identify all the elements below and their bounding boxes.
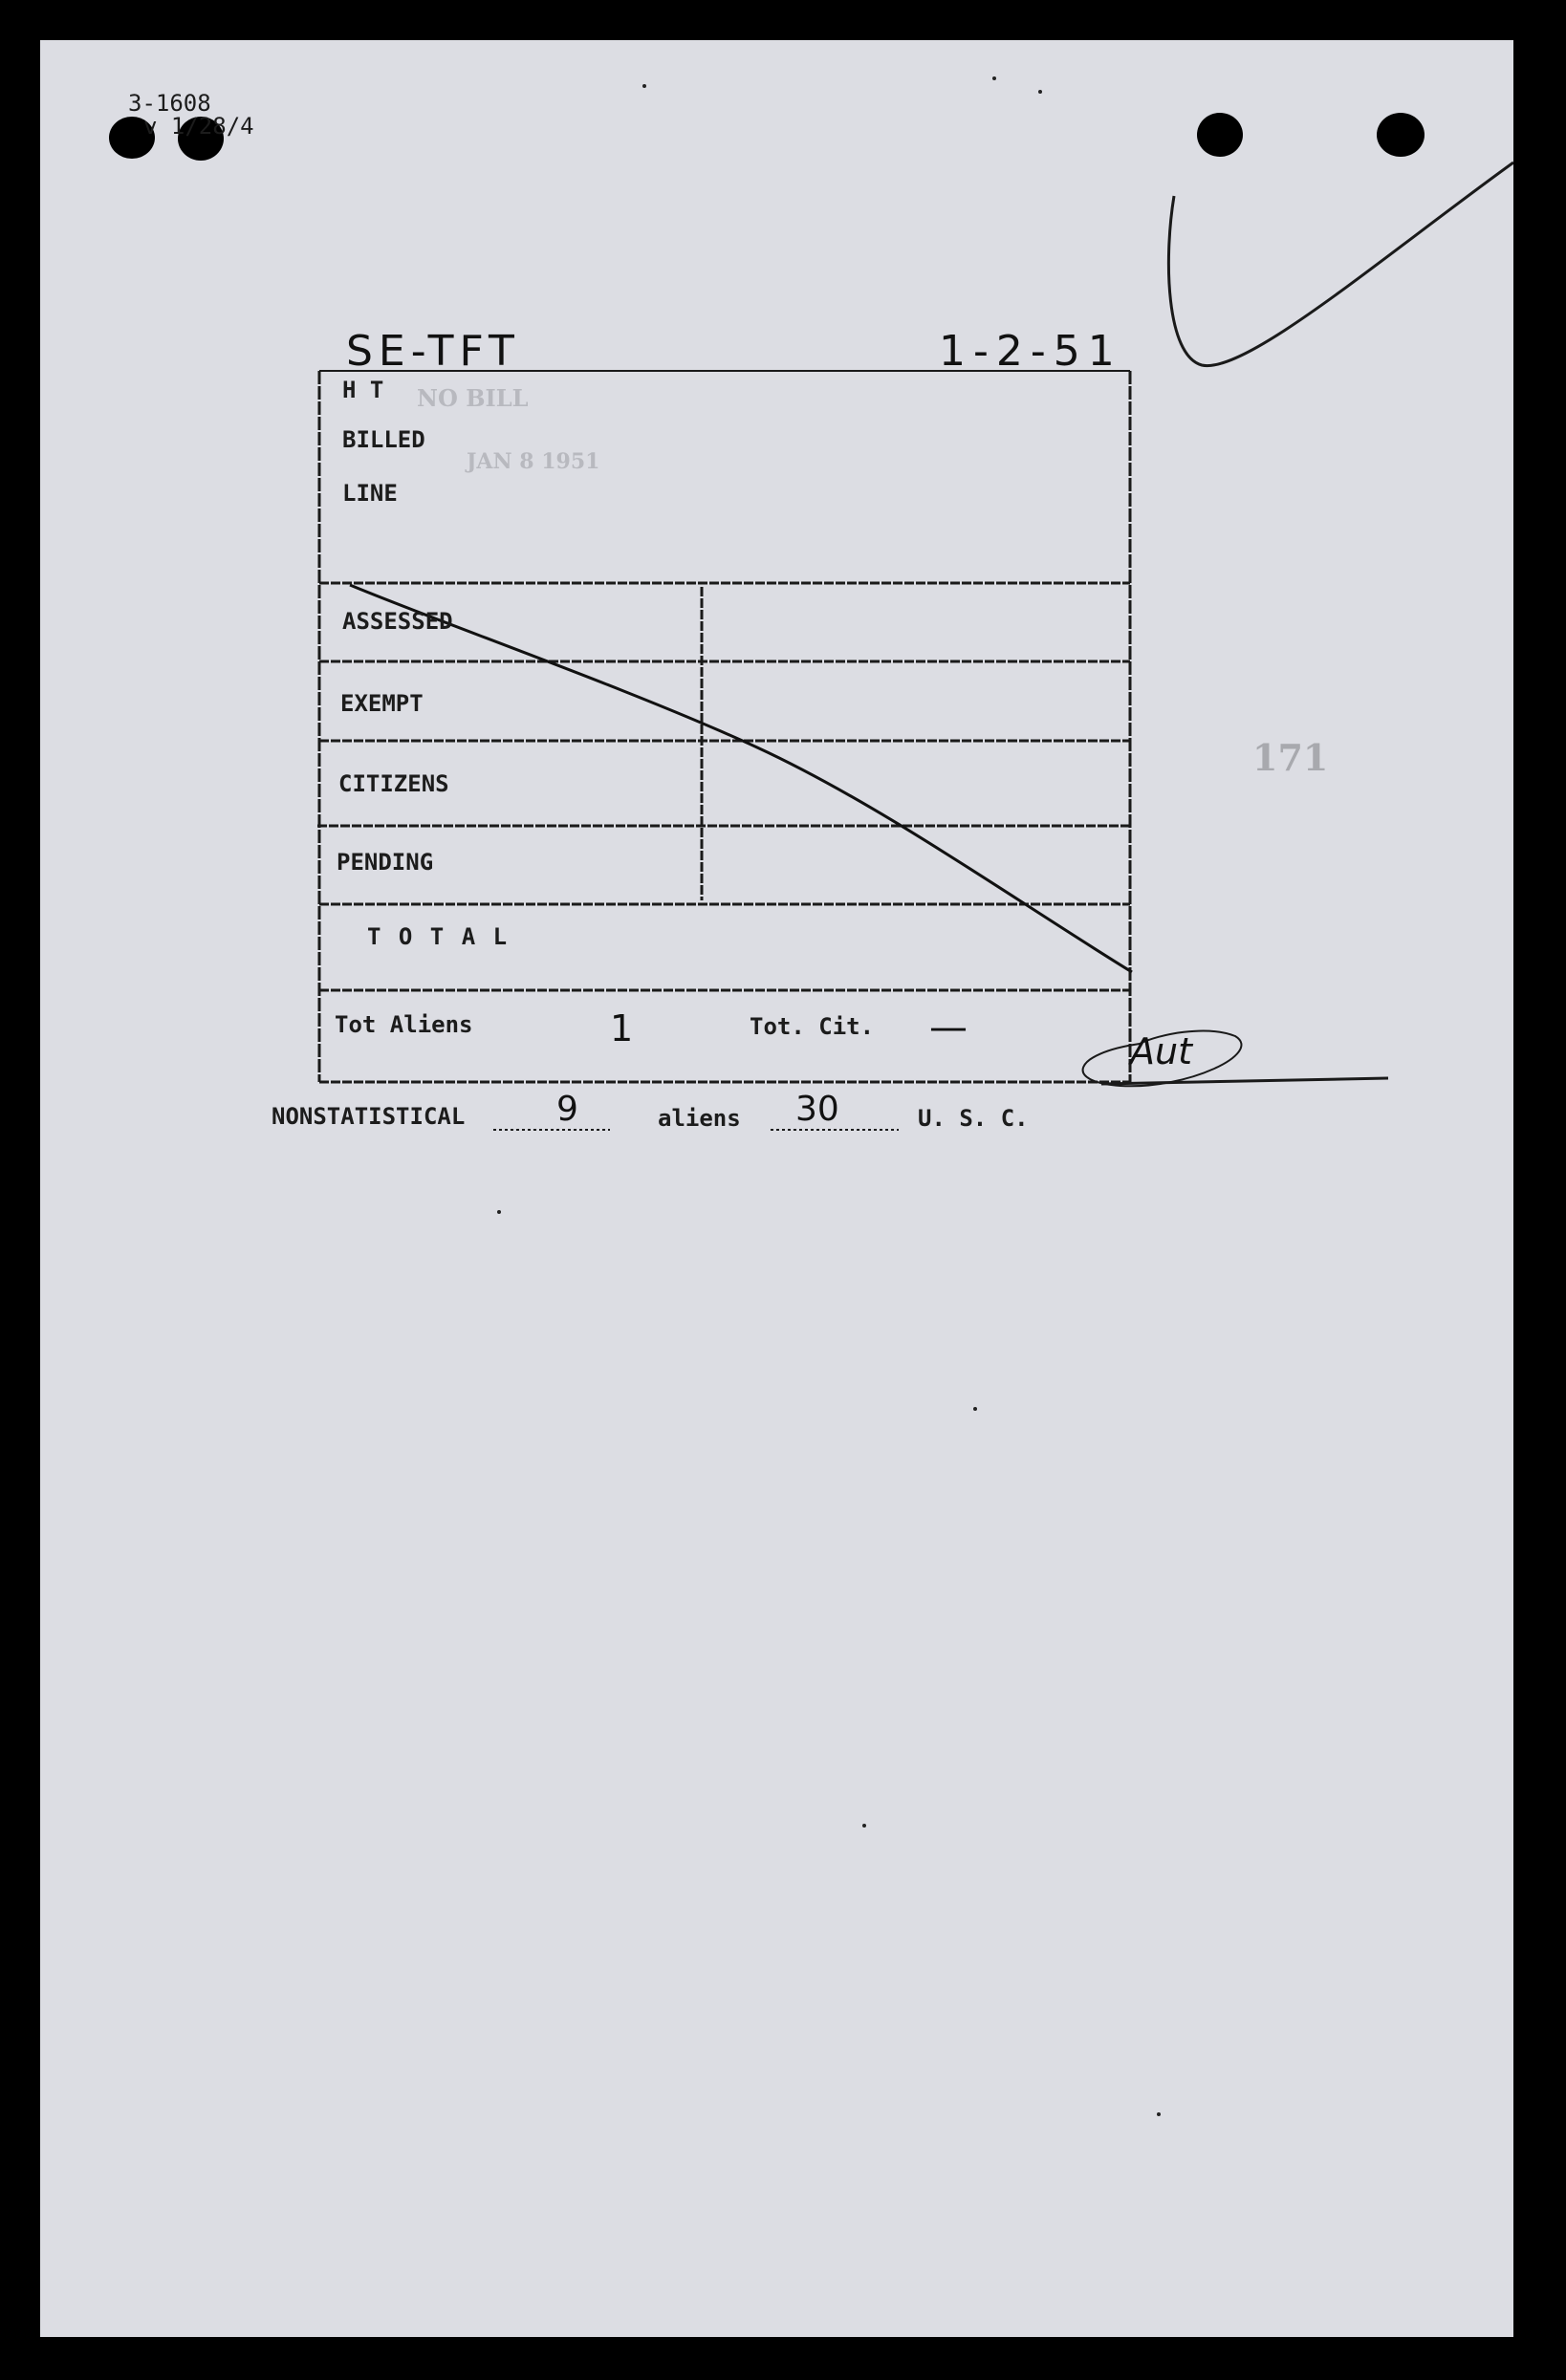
reviewer-initials: Aut — [1130, 1030, 1192, 1072]
tot-aliens-value: 1 — [610, 1007, 634, 1049]
row-label-ht: H T — [342, 377, 384, 403]
handwritten-code: SE-TFT — [346, 327, 520, 376]
speck — [992, 76, 996, 80]
speck — [1157, 2112, 1161, 2116]
tot-cit-value: — — [929, 1006, 968, 1049]
nonstatistical-aliens-value: 9 — [556, 1090, 578, 1129]
form-lines — [40, 40, 1513, 2337]
speck — [642, 84, 646, 88]
document-page — [40, 40, 1513, 2337]
speck — [497, 1210, 501, 1214]
row-label-total: T O T A L — [367, 923, 510, 950]
row-label-line: LINE — [342, 480, 398, 507]
no-bill-stamp: NO BILL — [417, 384, 529, 412]
speck — [862, 1824, 866, 1828]
speck — [973, 1407, 977, 1411]
row-label-assessed: ASSESSED — [342, 608, 453, 635]
row-label-billed: BILLED — [342, 426, 425, 453]
page-number: 171 — [1252, 736, 1329, 779]
nonstatistical-aliens-label: aliens — [658, 1105, 741, 1132]
tot-cit-label: Tot. Cit. — [750, 1013, 875, 1040]
form-revision: v 1/28/4 — [143, 113, 254, 140]
tot-aliens-label: Tot Aliens — [335, 1011, 473, 1038]
check-mark — [1168, 162, 1513, 366]
row-label-citizens: CITIZENS — [338, 770, 449, 797]
nonstatistical-usc-value: 30 — [795, 1090, 839, 1129]
form-number: 3-1608 — [128, 90, 211, 117]
nonstatistical-label: NONSTATISTICAL — [272, 1103, 466, 1130]
row-label-exempt: EXEMPT — [340, 690, 424, 717]
handwritten-date: 1-2-51 — [939, 327, 1122, 376]
speck — [1038, 90, 1042, 94]
nonstatistical-usc-label: U. S. C. — [918, 1105, 1029, 1132]
stamp-date: JAN 8 1951 — [467, 449, 600, 474]
row-label-pending: PENDING — [337, 849, 434, 876]
cancel-line — [350, 585, 1132, 972]
